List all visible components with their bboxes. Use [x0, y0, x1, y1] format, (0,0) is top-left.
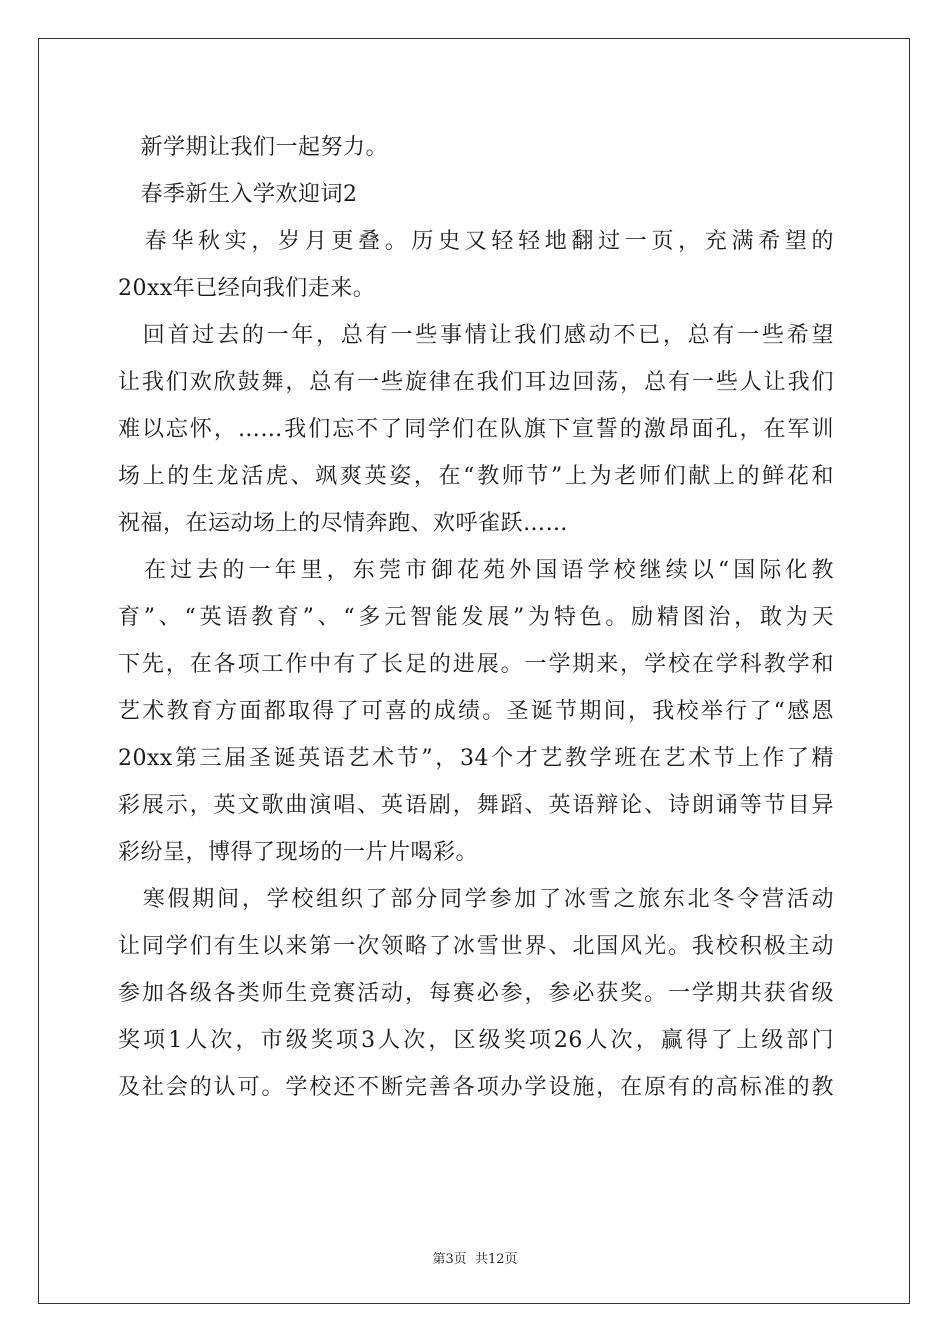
text-line: 奖项1人次，市级奖项3人次，区级奖项26人次，赢得了上级部门 [118, 1028, 834, 1053]
text-line: 彩纷呈，博得了现场的一片片喝彩。 [118, 840, 479, 865]
text-line: 及社会的认可。学校还不断完善各项办学设施，在原有的高标准的教 [118, 1075, 834, 1100]
text-line: 场上的生龙活虎、飒爽英姿，在“教师节”上为老师们献上的鲜花和 [118, 464, 834, 489]
text-line: 寒假期间，学校组织了部分同学参加了冰雪之旅东北冬令营活动 [118, 887, 834, 912]
text-line: 回首过去的一年，总有一些事情让我们感动不已，总有一些希望 [118, 323, 834, 348]
text-line: 新学期让我们一起努力。 [118, 135, 389, 160]
text-line: 艺术教育方面都取得了可喜的成绩。圣诞节期间，我校举行了“感恩 [118, 699, 834, 724]
text-line: 20xx第三届圣诞英语艺术节”，34个才艺教学班在艺术节上作了精 [118, 746, 834, 771]
text-line: 春季新生入学欢迎词2 [118, 182, 358, 207]
text-line: 下先，在各项工作中有了长足的进展。一学期来，学校在学科教学和 [118, 652, 834, 677]
text-line: 让我们欢欣鼓舞，总有一些旋律在我们耳边回荡，总有一些人让我们 [118, 370, 834, 395]
text-line: 让同学们有生以来第一次领略了冰雪世界、北国风光。我校积极主动 [118, 934, 834, 959]
page-footer [0, 1248, 950, 1267]
text-line: 育”、“英语教育”、“多元智能发展”为特色。励精图治，敢为天 [118, 605, 834, 630]
text-line: 参加各级各类师生竞赛活动，每赛必参，参必获奖。一学期共获省级 [118, 981, 834, 1006]
document-body [118, 124, 834, 1111]
text-line: 彩展示，英文歌曲演唱、英语剧，舞蹈、英语辩论、诗朗诵等节目异 [118, 793, 834, 818]
text-line: 在过去的一年里，东莞市御花苑外国语学校继续以“国际化教 [118, 558, 834, 583]
page-number: 第3页 [432, 1252, 467, 1267]
text-line: 春华秋实，岁月更叠。历史又轻轻地翻过一页，充满希望的 [118, 229, 834, 254]
text-line: 难以忘怀，……我们忘不了同学们在队旗下宣誓的激昂面孔，在军训 [118, 417, 834, 442]
text-line: 祝福，在运动场上的尽情奔跑、欢呼雀跃…… [118, 511, 569, 536]
text-line: 20xx年已经向我们走来。 [118, 276, 376, 301]
total-pages: 共12页 [474, 1252, 518, 1267]
